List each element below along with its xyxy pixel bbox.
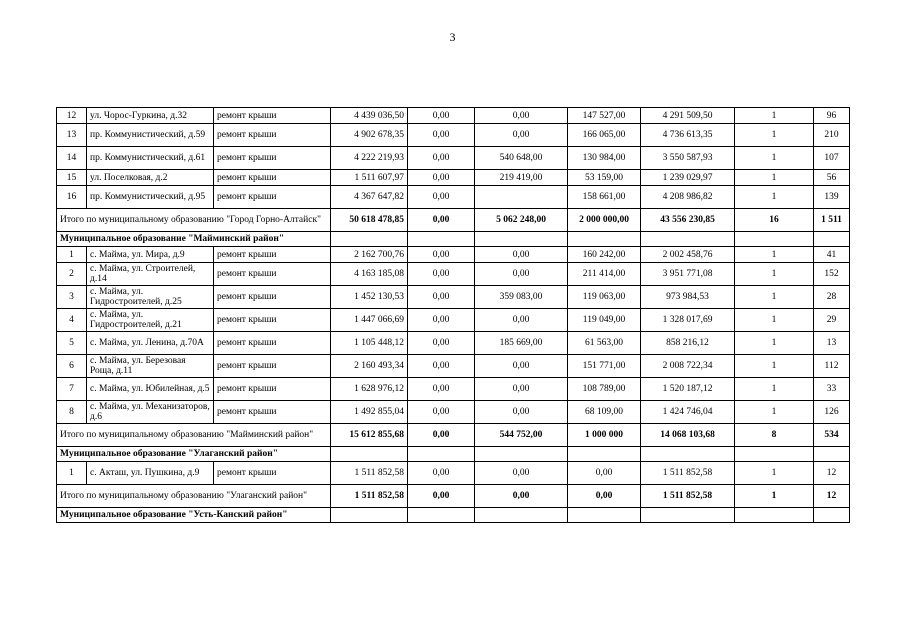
row-number-cell: 6 — [57, 355, 87, 378]
address-cell: пр. Коммунистический, д.59 — [87, 124, 214, 147]
address-cell: с. Майма, ул. Березовая Роща, д.11 — [87, 355, 214, 378]
row-number-cell: 1 — [57, 462, 87, 485]
work-type-cell: ремонт крыши — [214, 186, 331, 209]
subtotal-row — [57, 485, 850, 508]
value-cell-c5: 1 — [735, 247, 814, 263]
empty-cell — [408, 447, 475, 462]
section-label-cell: Муниципальное образование "Улаганский район" — [57, 447, 331, 462]
address-cell: пр. Коммунистический, д.95 — [87, 186, 214, 209]
empty-cell — [568, 232, 641, 247]
value-cell-total: 2 160 493,34 — [331, 355, 408, 378]
work-type-cell: ремонт крыши — [214, 309, 331, 332]
empty-cell — [735, 447, 814, 462]
value-cell-c6: 126 — [814, 401, 850, 424]
value-cell-c2: 219 419,00 — [475, 170, 568, 186]
subtotal-value-total: 15 612 855,68 — [331, 424, 408, 447]
address-cell: с. Майма, ул. Строителей, д.14 — [87, 263, 214, 286]
value-cell-c3: 0,00 — [568, 462, 641, 485]
value-cell-c1: 0,00 — [408, 332, 475, 355]
subtotal-label-cell: Итого по муниципальному образованию "Город Горно-Алтайск" — [57, 209, 331, 232]
value-cell-c6: 13 — [814, 332, 850, 355]
value-cell-c6: 56 — [814, 170, 850, 186]
value-cell-c6: 12 — [814, 462, 850, 485]
table-row — [57, 247, 850, 263]
row-number-cell: 16 — [57, 186, 87, 209]
value-cell-c4: 2 008 722,34 — [641, 355, 735, 378]
value-cell-c2: 0,00 — [475, 309, 568, 332]
row-number-cell: 8 — [57, 401, 87, 424]
value-cell-c5: 1 — [735, 378, 814, 401]
value-cell-c4: 858 216,12 — [641, 332, 735, 355]
value-cell-c5: 1 — [735, 263, 814, 286]
value-cell-c3: 158 661,00 — [568, 186, 641, 209]
value-cell-c6: 107 — [814, 147, 850, 170]
value-cell-c1: 0,00 — [408, 247, 475, 263]
subtotal-row — [57, 209, 850, 232]
value-cell-c4: 2 002 458,76 — [641, 247, 735, 263]
empty-cell — [331, 232, 408, 247]
value-cell-c2: 0,00 — [475, 401, 568, 424]
subtotal-value-c4: 14 068 103,68 — [641, 424, 735, 447]
work-type-cell: ремонт крыши — [214, 332, 331, 355]
value-cell-c1: 0,00 — [408, 401, 475, 424]
section-header-row — [57, 447, 850, 462]
value-cell-c4: 1 424 746,04 — [641, 401, 735, 424]
value-cell-c6: 112 — [814, 355, 850, 378]
value-cell-c4: 3 550 587,93 — [641, 147, 735, 170]
address-cell: ул. Поселковая, д.2 — [87, 170, 214, 186]
table-row — [57, 332, 850, 355]
value-cell-total: 4 902 678,35 — [331, 124, 408, 147]
value-cell-c1: 0,00 — [408, 309, 475, 332]
work-type-cell: ремонт крыши — [214, 170, 331, 186]
address-cell: с. Акташ, ул. Пушкина, д.9 — [87, 462, 214, 485]
value-cell-c3: 119 063,00 — [568, 286, 641, 309]
value-cell-c1: 0,00 — [408, 355, 475, 378]
row-number-cell: 3 — [57, 286, 87, 309]
work-type-cell: ремонт крыши — [214, 286, 331, 309]
work-type-cell: ремонт крыши — [214, 108, 331, 124]
value-cell-total: 4 222 219,93 — [331, 147, 408, 170]
empty-cell — [641, 508, 735, 523]
section-header-row — [57, 232, 850, 247]
value-cell-total: 1 492 855,04 — [331, 401, 408, 424]
value-cell-c6: 96 — [814, 108, 850, 124]
value-cell-c1: 0,00 — [408, 286, 475, 309]
subtotal-value-c4: 1 511 852,58 — [641, 485, 735, 508]
address-cell: с. Майма, ул. Гидростроителей, д.21 — [87, 309, 214, 332]
value-cell-c6: 33 — [814, 378, 850, 401]
address-cell: ул. Чорос-Гуркина, д.32 — [87, 108, 214, 124]
value-cell-total: 1 105 448,12 — [331, 332, 408, 355]
table-row — [57, 378, 850, 401]
subtotal-value-c1: 0,00 — [408, 209, 475, 232]
value-cell-c1: 0,00 — [408, 186, 475, 209]
subtotal-value-c4: 43 556 230,85 — [641, 209, 735, 232]
subtotal-label-cell: Итого по муниципальному образованию "Улаганский район" — [57, 485, 331, 508]
subtotal-value-total: 50 618 478,85 — [331, 209, 408, 232]
value-cell-c5: 1 — [735, 108, 814, 124]
address-cell: пр. Коммунистический, д.61 — [87, 147, 214, 170]
empty-cell — [641, 447, 735, 462]
row-number-cell: 15 — [57, 170, 87, 186]
empty-cell — [641, 232, 735, 247]
value-cell-c6: 152 — [814, 263, 850, 286]
section-label-cell: Муниципальное образование "Усть-Канский район" — [57, 508, 331, 523]
empty-cell — [568, 447, 641, 462]
value-cell-c3: 147 527,00 — [568, 108, 641, 124]
value-cell-total: 2 162 700,76 — [331, 247, 408, 263]
value-cell-total: 4 367 647,82 — [331, 186, 408, 209]
value-cell-c2: 540 648,00 — [475, 147, 568, 170]
section-header-row — [57, 508, 850, 523]
value-cell-c4: 1 239 029,97 — [641, 170, 735, 186]
value-cell-c5: 1 — [735, 309, 814, 332]
row-number-cell: 5 — [57, 332, 87, 355]
empty-cell — [568, 508, 641, 523]
value-cell-c4: 4 291 509,50 — [641, 108, 735, 124]
subtotal-value-c5: 8 — [735, 424, 814, 447]
subtotal-value-c6: 534 — [814, 424, 850, 447]
subtotal-value-total: 1 511 852,58 — [331, 485, 408, 508]
value-cell-c5: 1 — [735, 355, 814, 378]
value-cell-c4: 3 951 771,08 — [641, 263, 735, 286]
subtotal-value-c2: 0,00 — [475, 485, 568, 508]
value-cell-c3: 130 984,00 — [568, 147, 641, 170]
value-cell-c5: 1 — [735, 401, 814, 424]
subtotal-value-c3: 0,00 — [568, 485, 641, 508]
value-cell-c3: 211 414,00 — [568, 263, 641, 286]
value-cell-c2 — [475, 186, 568, 209]
row-number-cell: 1 — [57, 247, 87, 263]
table-row — [57, 124, 850, 147]
value-cell-c5: 1 — [735, 124, 814, 147]
table-row — [57, 170, 850, 186]
value-cell-c6: 28 — [814, 286, 850, 309]
subtotal-value-c5: 16 — [735, 209, 814, 232]
table-row — [57, 286, 850, 309]
value-cell-c2: 0,00 — [475, 263, 568, 286]
value-cell-c4: 4 736 613,35 — [641, 124, 735, 147]
empty-cell — [814, 232, 850, 247]
value-cell-c2: 0,00 — [475, 247, 568, 263]
table-row — [57, 108, 850, 124]
row-number-cell: 12 — [57, 108, 87, 124]
section-label-cell: Муниципальное образование "Майминский район" — [57, 232, 331, 247]
value-cell-c4: 973 984,53 — [641, 286, 735, 309]
value-cell-total: 4 439 036,50 — [331, 108, 408, 124]
repair-program-table — [56, 107, 850, 523]
value-cell-c5: 1 — [735, 332, 814, 355]
empty-cell — [331, 508, 408, 523]
value-cell-c6: 139 — [814, 186, 850, 209]
value-cell-c2: 0,00 — [475, 124, 568, 147]
value-cell-total: 1 452 130,53 — [331, 286, 408, 309]
value-cell-c3: 68 109,00 — [568, 401, 641, 424]
value-cell-total: 1 511 852,58 — [331, 462, 408, 485]
row-number-cell: 13 — [57, 124, 87, 147]
value-cell-c1: 0,00 — [408, 108, 475, 124]
table-row — [57, 309, 850, 332]
value-cell-c1: 0,00 — [408, 124, 475, 147]
value-cell-c1: 0,00 — [408, 170, 475, 186]
table-row — [57, 263, 850, 286]
value-cell-c3: 108 789,00 — [568, 378, 641, 401]
table-row — [57, 355, 850, 378]
value-cell-total: 1 628 976,12 — [331, 378, 408, 401]
value-cell-c5: 1 — [735, 170, 814, 186]
value-cell-c2: 0,00 — [475, 462, 568, 485]
work-type-cell: ремонт крыши — [214, 378, 331, 401]
value-cell-total: 1 511 607,97 — [331, 170, 408, 186]
subtotal-value-c5: 1 — [735, 485, 814, 508]
empty-cell — [408, 508, 475, 523]
value-cell-c4: 1 520 187,12 — [641, 378, 735, 401]
work-type-cell: ремонт крыши — [214, 124, 331, 147]
value-cell-c3: 61 563,00 — [568, 332, 641, 355]
value-cell-c6: 29 — [814, 309, 850, 332]
address-cell: с. Майма, ул. Мира, д.9 — [87, 247, 214, 263]
value-cell-c2: 185 669,00 — [475, 332, 568, 355]
value-cell-c4: 4 208 986,82 — [641, 186, 735, 209]
value-cell-c1: 0,00 — [408, 462, 475, 485]
address-cell: с. Майма, ул. Юбилейная, д.5 — [87, 378, 214, 401]
value-cell-c6: 210 — [814, 124, 850, 147]
empty-cell — [331, 447, 408, 462]
subtotal-label-cell: Итого по муниципальному образованию "Майминский район" — [57, 424, 331, 447]
empty-cell — [475, 508, 568, 523]
value-cell-total: 1 447 066,69 — [331, 309, 408, 332]
work-type-cell: ремонт крыши — [214, 462, 331, 485]
subtotal-value-c2: 5 062 248,00 — [475, 209, 568, 232]
address-cell: с. Майма, ул. Ленина, д.70А — [87, 332, 214, 355]
row-number-cell: 7 — [57, 378, 87, 401]
value-cell-c1: 0,00 — [408, 378, 475, 401]
work-type-cell: ремонт крыши — [214, 247, 331, 263]
value-cell-c5: 1 — [735, 147, 814, 170]
subtotal-value-c1: 0,00 — [408, 424, 475, 447]
empty-cell — [408, 232, 475, 247]
value-cell-total: 4 163 185,08 — [331, 263, 408, 286]
work-type-cell: ремонт крыши — [214, 263, 331, 286]
row-number-cell: 2 — [57, 263, 87, 286]
subtotal-value-c3: 1 000 000 — [568, 424, 641, 447]
subtotal-value-c3: 2 000 000,00 — [568, 209, 641, 232]
value-cell-c2: 359 083,00 — [475, 286, 568, 309]
table-row — [57, 186, 850, 209]
value-cell-c2: 0,00 — [475, 355, 568, 378]
subtotal-value-c6: 1 511 — [814, 209, 850, 232]
value-cell-c2: 0,00 — [475, 378, 568, 401]
empty-cell — [475, 232, 568, 247]
subtotal-value-c6: 12 — [814, 485, 850, 508]
table-row — [57, 401, 850, 424]
work-type-cell: ремонт крыши — [214, 355, 331, 378]
empty-cell — [735, 508, 814, 523]
value-cell-c4: 1 328 017,69 — [641, 309, 735, 332]
subtotal-row — [57, 424, 850, 447]
value-cell-c1: 0,00 — [408, 263, 475, 286]
value-cell-c5: 1 — [735, 286, 814, 309]
value-cell-c1: 0,00 — [408, 147, 475, 170]
value-cell-c3: 166 065,00 — [568, 124, 641, 147]
value-cell-c3: 53 159,00 — [568, 170, 641, 186]
empty-cell — [814, 447, 850, 462]
page-number: 3 — [449, 30, 456, 44]
table-row — [57, 462, 850, 485]
value-cell-c2: 0,00 — [475, 108, 568, 124]
work-type-cell: ремонт крыши — [214, 401, 331, 424]
subtotal-value-c2: 544 752,00 — [475, 424, 568, 447]
value-cell-c3: 119 049,00 — [568, 309, 641, 332]
value-cell-c3: 160 242,00 — [568, 247, 641, 263]
value-cell-c5: 1 — [735, 462, 814, 485]
empty-cell — [735, 232, 814, 247]
address-cell: с. Майма, ул. Гидростроителей, д.25 — [87, 286, 214, 309]
work-type-cell: ремонт крыши — [214, 147, 331, 170]
row-number-cell: 14 — [57, 147, 87, 170]
value-cell-c5: 1 — [735, 186, 814, 209]
row-number-cell: 4 — [57, 309, 87, 332]
value-cell-c4: 1 511 852,58 — [641, 462, 735, 485]
subtotal-value-c1: 0,00 — [408, 485, 475, 508]
table-row — [57, 147, 850, 170]
value-cell-c6: 41 — [814, 247, 850, 263]
value-cell-c3: 151 771,00 — [568, 355, 641, 378]
address-cell: с. Майма, ул. Механизаторов, д.6 — [87, 401, 214, 424]
empty-cell — [814, 508, 850, 523]
empty-cell — [475, 447, 568, 462]
